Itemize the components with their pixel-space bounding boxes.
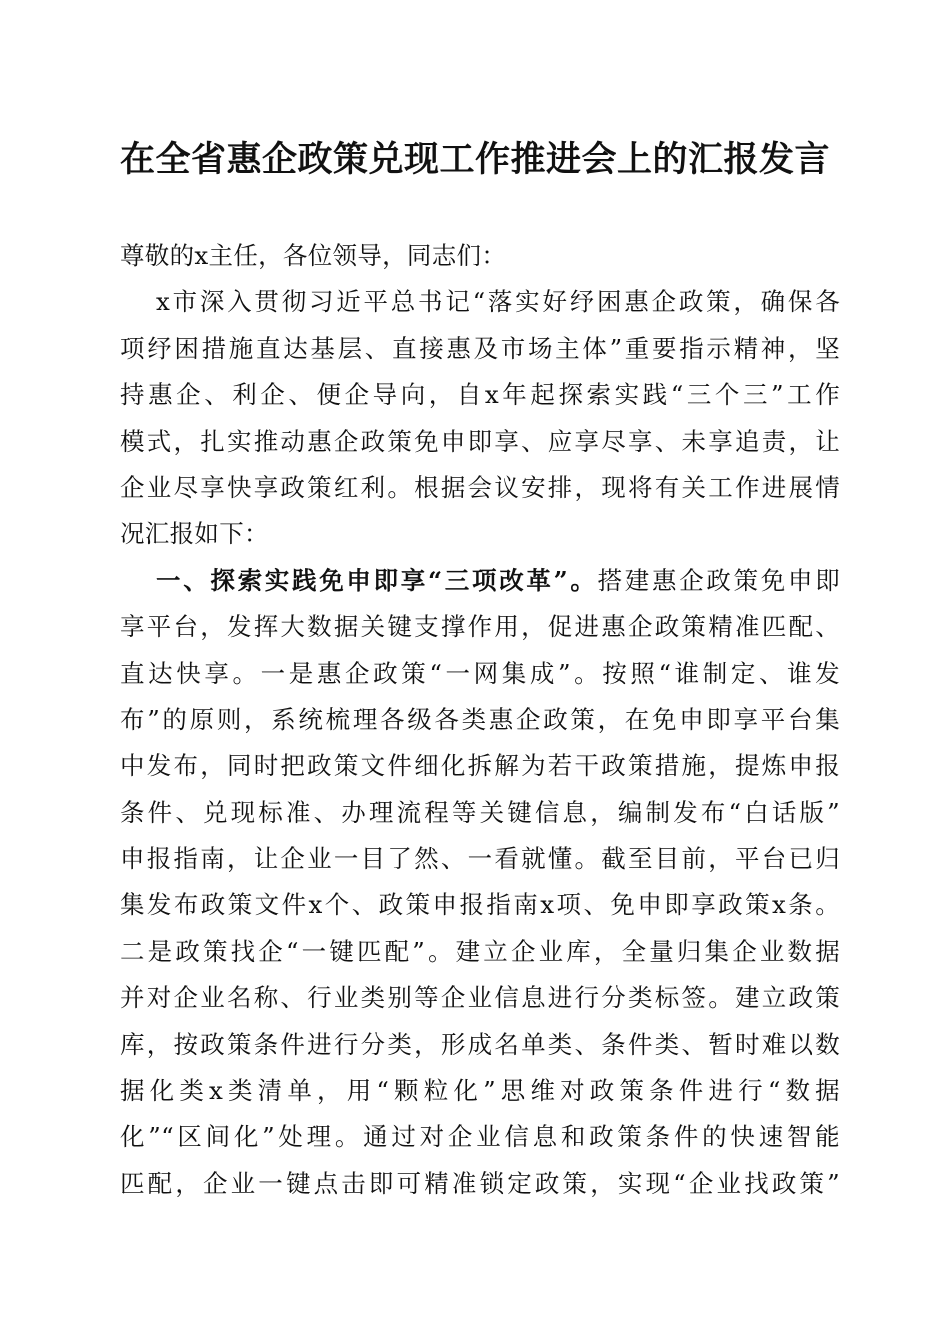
section-1-line: 申报指南，让企业一目了然、一看就懂。截至目前，平台已归 (120, 844, 840, 874)
paragraph-1-line: 模式，扎实推动惠企政策免申即享、应享尽享、未享追责，让 (120, 426, 840, 456)
paragraph-1-line: 持惠企、利企、便企导向，自x年起探索实践“三个三”工作 (120, 380, 840, 410)
paragraph-1-line: x市深入贯彻习近平总书记“落实好纾困惠企政策，确保各 (156, 287, 840, 317)
section-1-line: 直达快享。一是惠企政策“一网集成”。按照“谁制定、谁发 (120, 658, 840, 688)
document-title: 在全省惠企政策兑现工作推进会上的汇报发言 (119, 139, 830, 180)
section-1-line: 集发布政策文件x个、政策申报指南x项、免申即享政策x条。 (120, 890, 840, 920)
paragraph-1-line: 项纾困措施直达基层、直接惠及市场主体”重要指示精神，坚 (120, 333, 840, 363)
paragraph-1-line: 企业尽享快享政策红利。根据会议安排，现将有关工作进展情 (120, 472, 840, 502)
section-1-first-line-text: 搭建惠企政策免申即 (597, 565, 840, 595)
salutation: 尊敬的x主任，各位领导，同志们： (120, 241, 507, 270)
section-1-line: 据化类x类清单，用“颗粒化”思维对政策条件进行“数据 (120, 1076, 840, 1106)
section-1-line: 享平台，发挥大数据关键支撑作用，促进惠企政策精准匹配、 (120, 612, 840, 642)
section-1-line: 库，按政策条件进行分类，形成名单类、条件类、暂时难以数 (120, 1029, 840, 1059)
section-1-line: 化”“区间化”处理。通过对企业信息和政策条件的快速智能 (120, 1122, 840, 1152)
document-body (120, 233, 840, 1207)
section-1-line: 二是政策找企“一键匹配”。建立企业库，全量归集企业数据 (120, 936, 840, 966)
section-1-line: 并对企业名称、行业类别等企业信息进行分类标签。建立政策 (120, 983, 840, 1013)
section-1-line: 匹配，企业一键点击即可精准锁定政策，实现“企业找政策” (120, 1168, 840, 1198)
paragraph-1-line: 况汇报如下： (120, 519, 269, 549)
section-1-line: 布”的原则，系统梳理各级各类惠企政策，在免申即享平台集 (120, 704, 840, 734)
section-1-line: 条件、兑现标准、办理流程等关键信息，编制发布“白话版” (120, 797, 840, 827)
section-1-heading: 一、探索实践免申即享“三项改革”。 (156, 565, 598, 595)
section-1-first-line (120, 558, 840, 604)
section-1-line: 中发布，同时把政策文件细化拆解为若干政策措施，提炼申报 (120, 751, 840, 781)
